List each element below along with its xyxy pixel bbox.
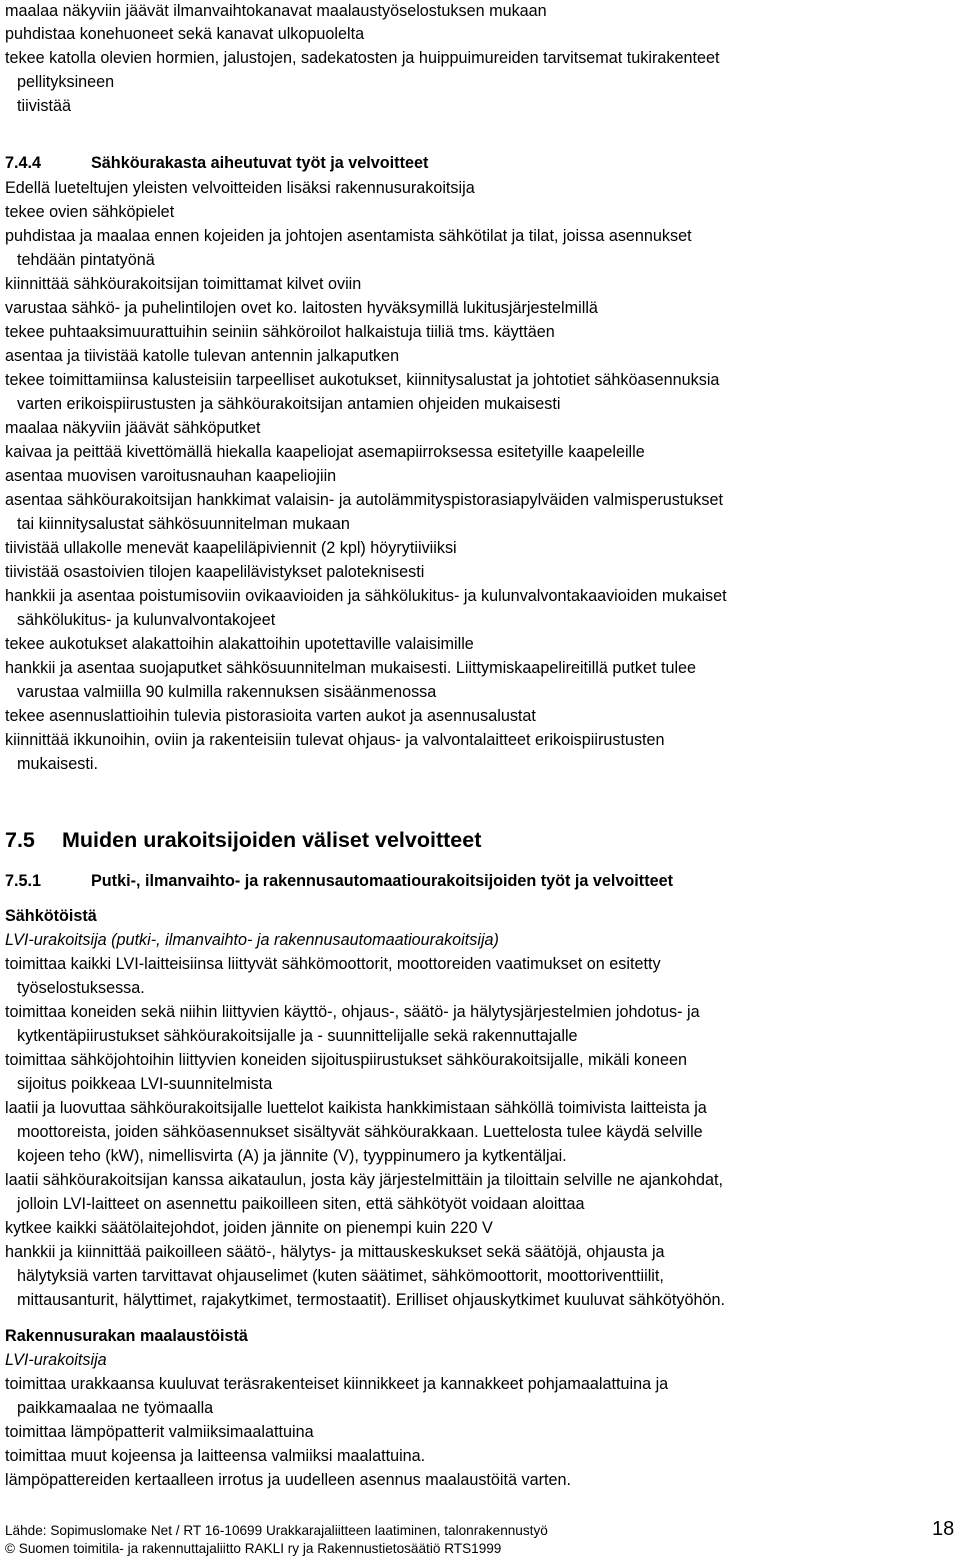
text-line: tai kiinnitysalustat sähkösuunnitelman mukaan	[17, 515, 350, 533]
text-line: kytkee kaikki säätölaitejohdot, joiden jännite on pienempi kuin 220 V	[5, 1219, 493, 1237]
text-line: kaivaa ja peittää kivettömällä hiekalla kaapeliojat asemapiirroksessa esitetyille kaapeleille	[5, 443, 645, 461]
text-line: toimittaa urakkaansa kuuluvat teräsrakenteiset kiinnikkeet ja kannakkeet pohjamaalattuina ja	[5, 1375, 669, 1393]
text-line: tekee aukotukset alakattoihin alakattoihin upotettaville valaisimille	[5, 635, 474, 653]
text-line: toimittaa muut kojeensa ja laitteensa valmiiksi maalattuina.	[5, 1447, 426, 1465]
text-line: tekee asennuslattioihin tulevia pistorasioita varten aukot ja asennusalustat	[5, 707, 536, 725]
section-title: Sähköurakasta aiheutuvat työt ja velvoitteet	[91, 154, 429, 172]
text-line: mukaisesti.	[17, 755, 98, 773]
text-line: varten erikoispiirustusten ja sähköurakoitsijan antamien ohjeiden mukaisesti	[17, 395, 561, 413]
text-line: pellityksineen	[17, 73, 115, 91]
footer-copyright: © Suomen toimitila- ja rakennuttajaliitto RAKLI ry ja Rakennustietosäätiö RTS1999	[5, 1541, 502, 1556]
text-line: tiivistää ullakolle menevät kaapeliläpiviennit (2 kpl) höyrytiiviiksi	[5, 539, 457, 557]
text-line: hälytyksiä varten tarvittavat ohjauselimet (kuten säätimet, sähkömoottorit, moottoriventtiilit,	[17, 1267, 664, 1285]
text-line: toimittaa lämpöpatterit valmiiksimaalattuina	[5, 1423, 314, 1441]
text-line: varustaa valmiilla 90 kulmilla rakennuksen sisäänmenossa	[17, 683, 437, 701]
section-title: Muiden urakoitsijoiden väliset velvoitteet	[62, 828, 482, 852]
section-number: 7.5	[5, 828, 35, 852]
section-number: 7.4.4	[5, 154, 42, 172]
text-line: kojeen teho (kW), nimellisvirta (A) ja jännite (V), tyyppinumero ja kytkentäljai.	[17, 1147, 567, 1165]
section-title: Putki-, ilmanvaihto- ja rakennusautomaatiourakoitsijoiden työt ja velvoitteet	[91, 872, 673, 890]
text-line: tiivistää	[17, 97, 71, 115]
text-line: työselostuksessa.	[17, 979, 145, 997]
text-line: sijoitus poikkeaa LVI-suunnitelmista	[17, 1075, 273, 1093]
text-line: puhdistaa konehuoneet sekä kanavat ulkopuolelta	[5, 25, 365, 43]
text-line: toimittaa kaikki LVI-laitteisiinsa liittyvät sähkömoottorit, moottoreiden vaatimukset on esitetty	[5, 955, 661, 973]
subheading-painting-works: Rakennusurakan maalaustöistä	[5, 1327, 248, 1345]
text-line: kiinnittää ikkunoihin, oviin ja rakenteisiin tulevat ohjaus- ja valvontalaitteet erikoispiirustusten	[5, 731, 665, 749]
subheading-contractor: LVI-urakoitsija (putki-, ilmanvaihto- ja rakennusautomaatiourakoitsija)	[5, 931, 499, 949]
text-line: maalaa näkyviin jäävät ilmanvaihtokanavat maalaustyöselostuksen mukaan	[5, 2, 547, 20]
section-heading-7-5	[5, 826, 481, 854]
text-line: kytkentäpiirustukset sähköurakoitsijalle ja - suunnittelijalle sekä rakennuttajalle	[17, 1027, 578, 1045]
section-number: 7.5.1	[5, 872, 42, 890]
text-line: toimittaa koneiden sekä niihin liittyvien käyttö-, ohjaus-, säätö- ja hälytysjärjestelmien johdotus- ja	[5, 1003, 700, 1021]
text-line: Edellä lueteltujen yleisten velvoitteiden lisäksi rakennusurakoitsija	[5, 179, 475, 197]
text-line: lämpöpattereiden kertaalleen irrotus ja uudelleen asennus maalaustöitä varten.	[5, 1471, 572, 1489]
text-line: tekee toimittamiinsa kalusteisiin tarpeelliset aukotukset, kiinnitysalustat ja johtotiet sähköasennuksia	[5, 371, 720, 389]
text-line: tehdään pintatyönä	[17, 251, 155, 269]
text-line: tekee katolla olevien hormien, jalustojen, sadekatosten ja huippuimureiden tarvitsemat tukirakenteet	[5, 49, 720, 67]
text-line: tekee puhtaaksimuurattuihin seiniin sähköroilot halkaistuja tiiliä tms. käyttäen	[5, 323, 555, 341]
text-line: toimittaa sähköjohtoihin liittyvien koneiden sijoituspiirustukset sähköurakoitsijalle, mikäli koneen	[5, 1051, 688, 1069]
text-line: laatii ja luovuttaa sähköurakoitsijalle luettelot kaikista hankkimistaan sähköllä toimivista laitteista ja	[5, 1099, 707, 1117]
text-line: asentaa ja tiivistää katolle tulevan antennin jalkaputken	[5, 347, 400, 365]
page-number: 18	[932, 1518, 955, 1540]
text-line: maalaa näkyviin jäävät sähköputket	[5, 419, 261, 437]
footer-source: Lähde: Sopimuslomake Net / RT 16-10699 Urakkarajaliitteen laatiminen, talonrakennustyö	[5, 1523, 548, 1538]
text-line: hankkii ja asentaa poistumisoviin ovikaavioiden ja sähkölukitus- ja kulunvalvontakaavioiden mukaiset	[5, 587, 727, 605]
text-line: puhdistaa ja maalaa ennen kojeiden ja johtojen asentamista sähkötilat ja tilat, joissa asennukset	[5, 227, 692, 245]
text-line: tiivistää osastoivien tilojen kaapelilävistykset paloteknisesti	[5, 563, 425, 581]
text-line: paikkamaalaa ne työmaalla	[17, 1399, 214, 1417]
text-line: kiinnittää sähköurakoitsijan toimittamat kilvet oviin	[5, 275, 362, 293]
text-line: sähkölukitus- ja kulunvalvontakojeet	[17, 611, 276, 629]
text-line: hankkii ja asentaa suojaputket sähkösuunnitelman mukaisesti. Liittymiskaapelireitillä putket tulee	[5, 659, 697, 677]
text-line: laatii sähköurakoitsijan kanssa aikataulun, josta käy järjestelmittäin ja tiloittain selville ne ajankohdat,	[5, 1171, 724, 1189]
subheading-electrical-works: Sähkötöistä	[5, 907, 97, 925]
subheading-contractor: LVI-urakoitsija	[5, 1351, 107, 1369]
text-line: varustaa sähkö- ja puhelintilojen ovet ko. laitosten hyväksymillä lukitusjärjestelmillä	[5, 299, 598, 317]
text-line: moottoreista, joiden sähköasennukset sisältyvät sähköurakkaan. Luettelosta tulee käydä selville	[17, 1123, 703, 1141]
section-heading-7-5-1	[5, 870, 673, 892]
text-line: asentaa muovisen varoitusnauhan kaapeliojiin	[5, 467, 337, 485]
text-line: asentaa sähköurakoitsijan hankkimat valaisin- ja autolämmityspistorasiapylväiden valmisperustukset	[5, 491, 723, 509]
section-heading-7-4-4	[5, 152, 428, 174]
text-line: tekee ovien sähköpielet	[5, 203, 175, 221]
text-line: jolloin LVI-laitteet on asennettu paikoilleen siten, että sähkötyöt voidaan aloittaa	[17, 1195, 585, 1213]
text-line: hankkii ja kiinnittää paikoilleen säätö-, hälytys- ja mittauskeskukset sekä säätöjä, ohjausta ja	[5, 1243, 665, 1261]
text-line: mittausanturit, hälyttimet, rajakytkimet, termostaatit). Erilliset ohjauskytkimet kuuluvat sähkötyöhön.	[17, 1291, 726, 1309]
